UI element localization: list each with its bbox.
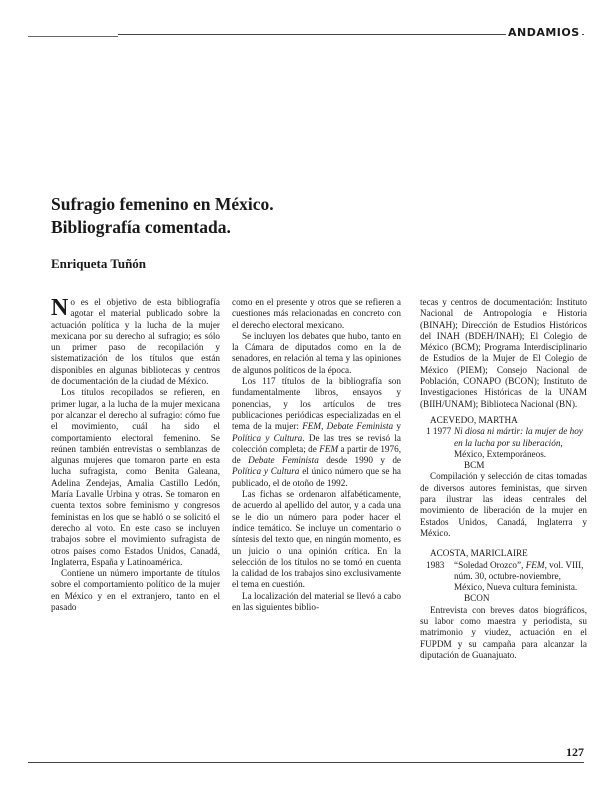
bibliography-entry <box>420 415 587 539</box>
italic-text: FEM, Debate Feminista <box>302 421 394 432</box>
entry-publisher: , México, Extemporáneos. <box>454 437 563 459</box>
text: y <box>393 421 402 432</box>
entry-annotation: Entrevista con breves datos biográficos, su labor como maestra y periodista, su matrimonio y viudez, actuación en el FUPDM y su campaña para alcanzar la diputación de Guanajuato. <box>420 604 587 660</box>
text: Los 117 títulos de la bibliografía son fundamentalmente libros, ensayos y ponencias, y los artículos de tres publicaciones periódicas especializadas en el tema de la mujer: <box>232 376 401 432</box>
entry-annotation: Compilación y selección de citas tomadas de diversos autores feministas, que sirven para ilustrar las ideas centrales del movimiento de liberación de la mujer en Estados Unidos, Canadá, Inglaterra y México. <box>420 471 587 538</box>
text: . De las tres se revisó la colección completa; de <box>232 432 401 454</box>
entry-author: ACEVEDO, MARTHA <box>430 414 518 425</box>
italic-text: Política y Cultura <box>232 466 300 477</box>
entry-number: 1 <box>426 426 431 437</box>
footer-rule <box>28 762 584 763</box>
entry-citation <box>454 426 587 460</box>
text: a partir de 1976, de <box>232 443 401 466</box>
paragraph: Los títulos recopilados se refieren, en primer lugar, a la lucha de la mujer mexicana por alcanzar el derecho al sufragio: cómo fue el movimiento, cuál ha sido el comportamiento electoral femenino. Se reúnen también entrevistas o semblanzas de algunas mujeres que tomaron parte en esta lucha sufragista, como Benita Galeana, Adelina Zendejas, Amalia Castillo Ledón, María Lavalle Urbina y otras. Se tomaron en cuenta textos sobre feminismo y congresos feministas en los que se habló o se solicitó el derecho al voto. En este caso se incluyen trabajos sobre el movimiento sufragista de otros países como Estados Unidos, Canadá, Inglaterra, España y Latinoamérica. <box>51 387 220 567</box>
entry-article-title: “Soledad Orozco”, <box>454 559 526 570</box>
italic-text: FEM <box>319 443 339 454</box>
entry-journal: FEM <box>525 559 545 570</box>
article-author: Enriqueta Tuñón <box>51 256 147 271</box>
italic-text: Política y Cultura <box>232 432 303 443</box>
paragraph: Contiene un número importante de títulos sobre el comportamiento político de la mujer en México y en el extranjero, tanto en el pasado <box>51 568 220 613</box>
entry-author: ACOSTA, MARICLAIRE <box>430 548 528 559</box>
drop-cap: N <box>51 295 69 321</box>
paragraph <box>51 297 220 387</box>
header-rule-left <box>28 36 118 37</box>
article-title <box>51 193 471 239</box>
paragraph: Las fichas se ordenaron alfabéticamente, de acuerdo al apellido del autor, y a cada una se le dio un número para poder hacer el índice temático. Se incluye un comentario o síntesis del texto que, en ningún momento, es un juicio o una opinión crítica. En la selección de los títulos no se tomó en cuenta la calidad de los trabajos sino exclusivamente el tema en cuestión. <box>232 489 401 590</box>
title-line-1: Sufragio femenino en México. <box>51 194 274 214</box>
entry-citation <box>454 560 587 594</box>
entry-title: Ni diosa ni mártir: la mujer de hoy en la lucha por su liberación <box>454 426 583 448</box>
entry-library: BCON <box>464 593 490 604</box>
paragraph-text: o es el objetivo de esta bibliografía agotar el material publicado sobre la actuación política y la lucha de la mujer mexicana por su derecho al sufragio; es sólo un primer paso de recopilación y sistematización de los títulos que están disponibles en algunas bibliotecas y centros de documentación de la ciudad de México. <box>51 297 220 387</box>
paragraph: como en el presente y otros que se refieren a cuestiones más relacionadas en concreto con el derecho electoral mexicano. <box>232 297 401 330</box>
entry-details: , vol. VIII, núm. 30, octubre-noviembre, México, Nueva cultura feminista. <box>454 559 584 593</box>
text: desde 1990 y de <box>318 455 402 466</box>
column-2 <box>232 297 401 613</box>
entry-year: 1977 <box>432 426 452 437</box>
entry-number-year <box>420 426 454 460</box>
italic-text: Debate Feminista <box>248 455 319 466</box>
journal-logo: ANDAMIOS <box>508 26 580 39</box>
paragraph: tecas y centros de documentación: Instituto Nacional de Antropología e Historia (BINAH); Dirección de Estudios Históricos del INAH (BDEH/INAH); El Colegio de México (BCM); Programa Interdisciplinario de Estudios de la Mujer de El Colegio de México (PIEM); Consejo Nacional de Población, CONAPO (BCON); Instituto de Investigaciones Históricas de la UNAM (BIIH/UNAM); Biblioteca Nacional (BN). <box>420 297 587 409</box>
paragraph: Se incluyen los debates que hubo, tanto en la Cámara de diputados como en la de senadores, en relación al tema y las opiniones de algunos políticos de la época. <box>232 330 401 375</box>
paragraph: La localización del material se llevó a cabo en las siguientes biblio- <box>232 590 401 613</box>
entry-reference <box>420 560 587 594</box>
page-number: 127 <box>566 745 584 759</box>
entry-reference <box>420 426 587 460</box>
column-1 <box>51 297 220 613</box>
text: el único número que se ha publicado, el de otoño de 1992. <box>232 466 401 488</box>
title-line-2: Bibliografía comentada. <box>51 217 231 237</box>
entry-library: BCM <box>464 460 485 471</box>
column-3 <box>420 297 587 661</box>
paragraph <box>232 376 401 489</box>
bibliography-entry <box>420 548 587 661</box>
entry-year: 1983 <box>426 559 445 570</box>
